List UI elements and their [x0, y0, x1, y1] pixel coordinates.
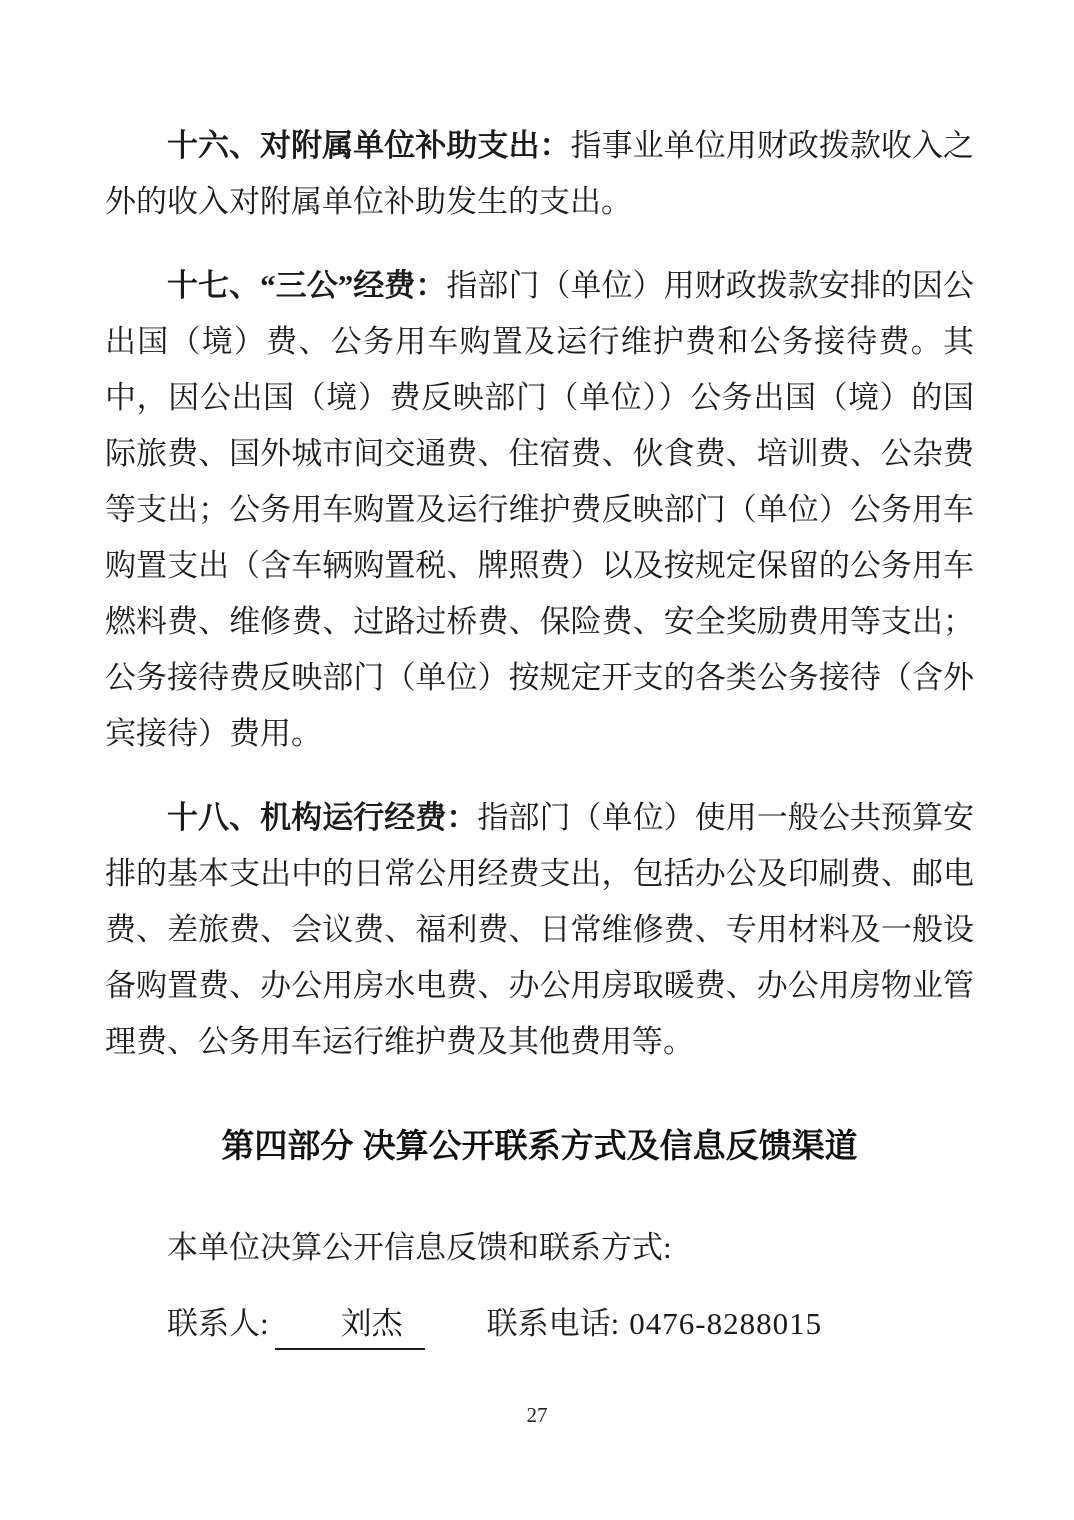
paragraph-term-17 [105, 258, 974, 762]
contact-line [105, 1302, 974, 1350]
term-lead-17: 十七、“三公”经费： [167, 268, 447, 303]
contact-person-name: 刘杰 [275, 1302, 425, 1350]
contact-phone-label: 联系电话: [486, 1306, 620, 1341]
contact-phone-number: 0476-8288015 [629, 1306, 823, 1341]
term-lead-18: 十八、机构运行经费： [167, 800, 478, 835]
contact-intro: 本单位决算公开信息反馈和联系方式: [167, 1230, 672, 1265]
term-body-17: 指部门（单位）用财政拨款安排的因公出国（境）费、公务用车购置及运行维护费和公务接待费。其中，因公出国（境）费反映部门（单位））公务出国（境）的国际旅费、国外城市间交通费、住宿费、伙食费、培训费、公杂费等支出；公务用车购置及运行维护费反映部门（单位）公务用车购置支出（含车辆购置税、牌照费）以及按规定保留的公务用车燃料费、维修费、过路过桥费、保险费、安全奖励费用等支出；公务接待费反映部门（单位）按规定开支的各类公务接待（含外宾接待）费用。 [105, 268, 975, 751]
contact-person-label: 联系人: [167, 1306, 269, 1341]
term-body-18: 指部门（单位）使用一般公共预算安排的基本支出中的日常公用经费支出，包括办公及印刷费、邮电费、差旅费、会议费、福利费、日常维修费、专用材料及一般设备购置费、办公用房水电费、办公用房取暖费、办公用房物业管理费、公务用车运行维护费及其他费用等。 [105, 800, 975, 1059]
paragraph-term-18 [105, 790, 974, 1070]
term-body-16: 指事业单位用财政拨款收入之外的收入对附属单位补助发生的支出。 [105, 128, 975, 219]
paragraph-term-16 [105, 118, 974, 230]
term-lead-16: 十六、对附属单位补助支出： [167, 128, 571, 163]
page-number: 27 [526, 1403, 548, 1427]
section-heading: 第四部分 决算公开联系方式及信息反馈渠道 [221, 1127, 858, 1164]
